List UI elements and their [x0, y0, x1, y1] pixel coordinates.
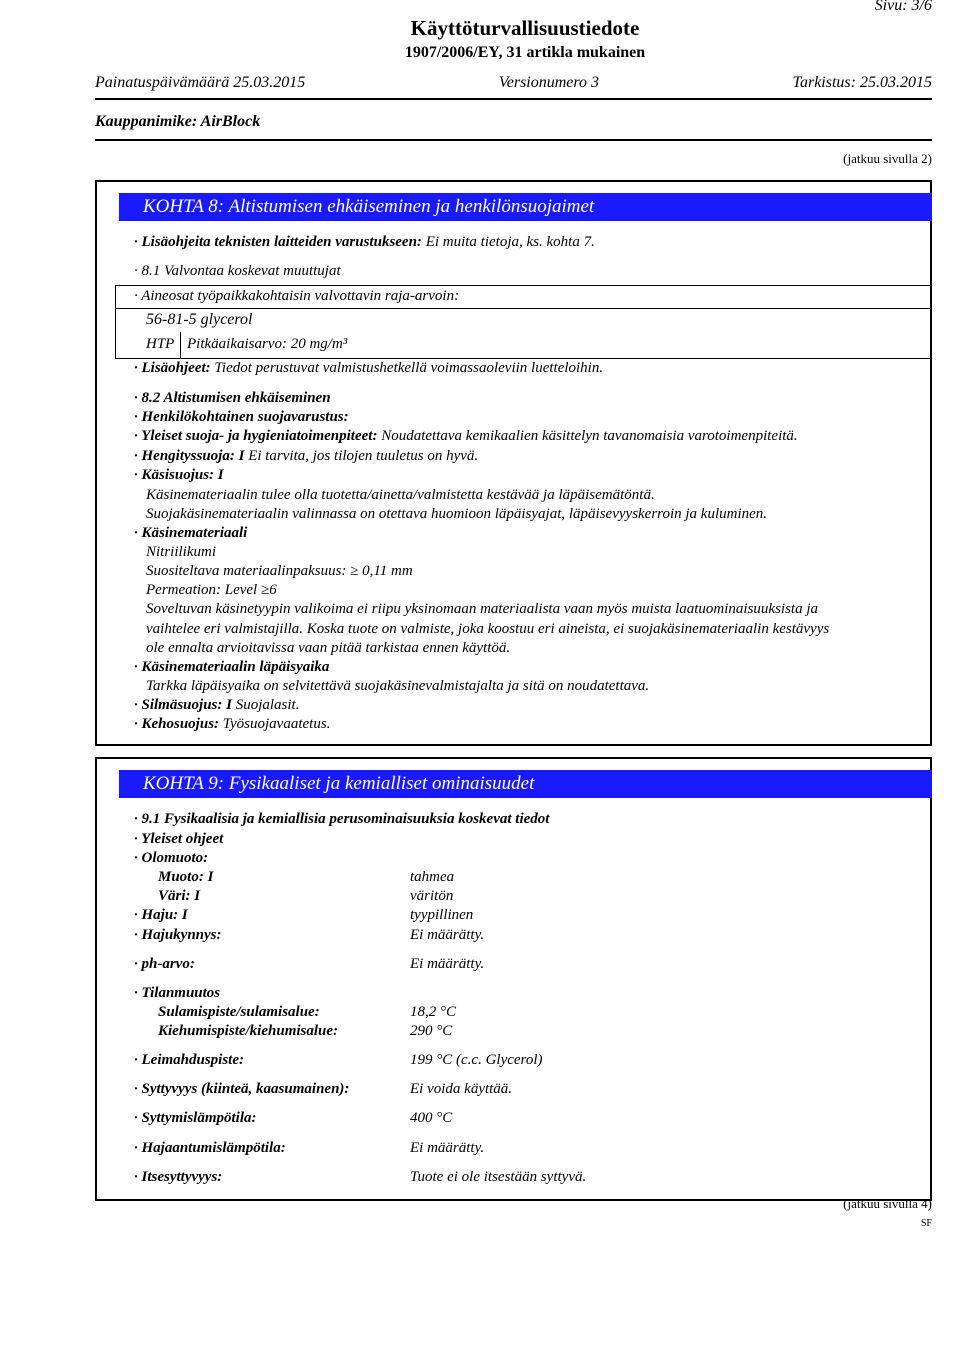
htp-code: HTP — [146, 336, 175, 352]
appearance-label: · Olomuoto: — [134, 850, 209, 866]
respiratory-line — [134, 447, 478, 467]
property-value: Ei määrätty. — [410, 927, 485, 943]
breakthrough-value: Tarkka läpäisyaika on selvitettävä suojakäsinevalmistajalta ja sitä on noudatettava. — [146, 678, 650, 694]
eye-protection-line — [134, 696, 299, 716]
property-label: · Leimahduspiste: — [134, 1052, 245, 1068]
gte-icon: ≥ — [350, 563, 359, 579]
property-value: tyypillinen — [410, 907, 474, 923]
htp-value: Pitkäaikaisarvo: 20 mg/m³ — [187, 336, 348, 352]
property-label: · Haju: I — [134, 907, 188, 923]
exposure-limits-label: · Aineosat työpaikkakohtaisin valvottavin raja-arvoin: — [134, 288, 460, 304]
hand-protection-label: · Käsisuojus: I — [134, 467, 224, 483]
property-value: 18,2 °C — [410, 1004, 457, 1020]
extra-notes-line — [134, 359, 603, 379]
property-label: · ph-arvo: — [134, 956, 195, 972]
version-number: Versionumero 3 — [498, 74, 600, 91]
trade-name: Kauppanimike: AirBlock — [95, 113, 261, 130]
property-label: Muoto: I — [158, 869, 214, 885]
section-8-1-heading: · 8.1 Valvontaa koskevat muuttujat — [134, 263, 341, 279]
technical-measures-label: · Lisäohjeita teknisten laitteiden varustukseen: — [134, 234, 422, 250]
respiratory-value: Ei tarvita, jos tilojen tuuletus on hyvä. — [244, 448, 479, 464]
property-label: Sulamispiste/sulamisalue: — [158, 1004, 320, 1020]
body-protection-line — [134, 715, 330, 735]
extra-notes-value: Tiedot perustuvat valmistushetkellä voimassaoleviin luetteloihin. — [210, 360, 604, 376]
property-label: · Syttyvyys (kiinteä, kaasumainen): — [134, 1081, 350, 1097]
table-column-divider — [180, 332, 181, 358]
permeation-value: 6 — [269, 582, 277, 598]
document-subtitle: 1907/2006/EY, 31 artikla mukainen — [404, 44, 646, 61]
header-divider — [95, 98, 932, 100]
property-value: tahmea — [410, 869, 455, 885]
language-code: SF — [920, 1218, 932, 1229]
continued-from-note: (jatkuu sivulla 2) — [843, 151, 932, 166]
thickness-label: Suositeltava materiaalinpaksuus: — [146, 563, 351, 579]
section-8-2-heading: · 8.2 Altistumisen ehkäiseminen — [134, 390, 331, 406]
revision-date: Tarkistus: 25.03.2015 — [792, 74, 932, 91]
property-value: Ei voida käyttää. — [410, 1081, 513, 1097]
property-label: · Hajukynnys: — [134, 927, 222, 943]
page-number: Sivu: 3/6 — [874, 0, 932, 14]
extra-notes-label: · Lisäohjeet: — [134, 360, 211, 376]
glove-paragraph-3: ole ennalta arvioitavissa vaan pitää tarkistaa ennen käyttöä. — [146, 640, 511, 656]
general-info-label: · Yleiset ohjeet — [134, 831, 224, 847]
document-title: Käyttöturvallisuustiedote — [410, 16, 640, 40]
property-value: 199 °C (c.c. Glycerol) — [410, 1052, 543, 1068]
glove-paragraph-1: Soveltuvan käsinetyypin valikoima ei riipu yksinomaan materiaalista vaan myös muista laatuominaisuuksista ja — [146, 601, 818, 617]
property-value: Ei määrätty. — [410, 956, 485, 972]
gte-icon: ≥ — [260, 582, 270, 598]
property-value: 400 °C — [410, 1110, 453, 1126]
permeation-line — [146, 581, 277, 601]
property-value: 290 °C — [410, 1023, 453, 1039]
permeation-label: Permeation: Level — [146, 582, 261, 598]
body-protection-value: Työsuojavaatetus. — [219, 716, 331, 732]
glove-material-value: Nitriilikumi — [146, 544, 217, 560]
property-value: väritön — [410, 888, 454, 904]
eye-protection-value: Suojalasit. — [231, 697, 300, 713]
thickness-line — [146, 562, 413, 582]
property-label: Kiehumispiste/kiehumisalue: — [158, 1023, 339, 1039]
eye-protection-label: · Silmäsuojus: I — [134, 697, 232, 713]
ppe-label: · Henkilökohtainen suojavarustus: — [134, 409, 349, 425]
hand-protection-text-2: Suojakäsinemateriaalin valinnassa on otettava huomioon läpäisyajat, läpäisevyyskerroin ja kuluminen. — [146, 506, 768, 522]
section-9-title: KOHTA 9: Fysikaaliset ja kemialliset ominaisuudet — [119, 770, 932, 798]
section-9-1-heading: · 9.1 Fysikaalisia ja kemiallisia perusominaisuuksia koskevat tiedot — [134, 811, 550, 827]
property-value: Ei määrätty. — [410, 1140, 485, 1156]
property-label: Väri: I — [158, 888, 201, 904]
trade-name-divider — [95, 139, 932, 141]
property-label: · Syttymislämpötila: — [134, 1110, 257, 1126]
section-8-title: KOHTA 8: Altistumisen ehkäiseminen ja henkilönsuojaimet — [119, 193, 932, 221]
property-value: Tuote ei ole itsestään syttyvä. — [410, 1169, 587, 1185]
hygiene-value: Noudatettava kemikaalien käsittelyn tavanomaisia varotoimenpiteitä. — [377, 428, 798, 444]
technical-measures-line — [134, 233, 595, 253]
thickness-value: 0,11 mm — [358, 563, 413, 579]
technical-measures-value: Ei muita tietoja, ks. kohta 7. — [421, 234, 595, 250]
hygiene-line — [134, 427, 798, 447]
hand-protection-text-1: Käsinemateriaalin tulee olla tuotetta/ainetta/valmistetta kestävää ja läpäisemätöntä. — [146, 487, 655, 503]
glove-material-label: · Käsinemateriaali — [134, 525, 248, 541]
document-meta-row — [95, 73, 932, 93]
property-label: · Tilanmuutos — [134, 985, 221, 1001]
print-date: Painatuspäivämäärä 25.03.2015 — [95, 74, 306, 91]
body-protection-label: · Kehosuojus: — [134, 716, 220, 732]
substance-name: 56-81-5 glycerol — [146, 311, 253, 328]
property-label: · Hajaantumislämpötila: — [134, 1140, 286, 1156]
property-label: · Itsesyttyvyys: — [134, 1169, 223, 1185]
hygiene-label: · Yleiset suoja- ja hygieniatoimenpiteet: — [134, 428, 378, 444]
breakthrough-label: · Käsinemateriaalin läpäisyaika — [134, 659, 330, 675]
glove-paragraph-2: vaihtelee eri valmistajilla. Koska tuote on valmiste, joka koostuu eri aineista, ei suojakäsinemateriaalin kestävyys — [146, 621, 830, 637]
respiratory-label: · Hengityssuoja: I — [134, 448, 245, 464]
continued-on-note: (jatkuu sivulla 4) — [843, 1196, 932, 1211]
table-divider — [116, 308, 931, 309]
